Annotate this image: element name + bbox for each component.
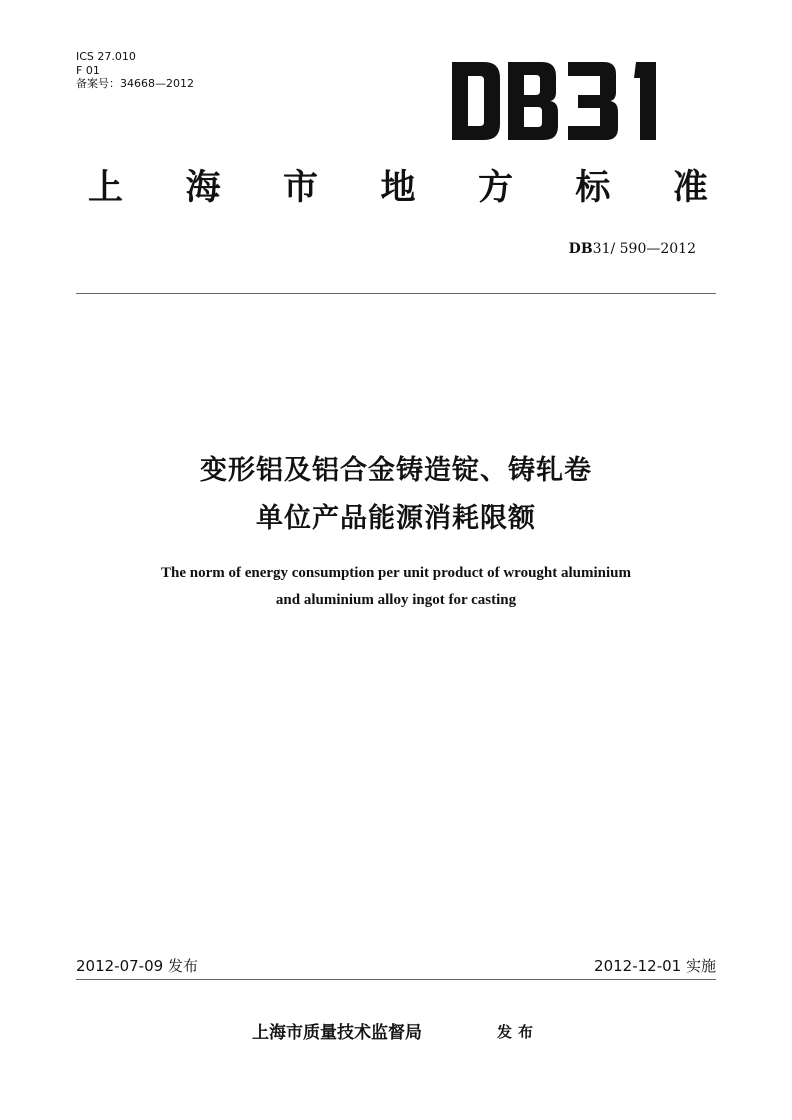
publisher-name: 上海市质量技术监督局 xyxy=(252,1023,422,1043)
standard-number-prefix: DB xyxy=(568,241,593,257)
english-title-line-1: The norm of energy consumption per unit product of wrought aluminium xyxy=(160,565,632,581)
standard-type-char: 地 xyxy=(380,168,416,208)
standard-type-title xyxy=(88,160,708,210)
ics-code: ICS 27.010 xyxy=(76,50,136,63)
standard-type-char: 标 xyxy=(575,168,611,208)
standard-type-char: 上 xyxy=(88,168,124,208)
filing-number: 备案号：34668—2012 xyxy=(76,77,194,90)
db31-logo xyxy=(450,62,670,140)
bottom-divider xyxy=(76,979,716,980)
publish-label: 发布 xyxy=(497,1023,540,1041)
top-divider xyxy=(76,293,716,294)
standard-type-char: 海 xyxy=(185,168,221,208)
standard-number xyxy=(569,241,696,257)
implementation-date: 2012-12-01 实施 xyxy=(594,957,716,975)
standard-number-rest: 31/ 590—2012 xyxy=(592,241,696,257)
classification-block xyxy=(76,50,194,91)
standard-type-char: 市 xyxy=(282,168,318,208)
standard-type-char: 准 xyxy=(672,168,708,208)
standard-type-char: 方 xyxy=(477,168,513,208)
english-title-line-2: and aluminium alloy ingot for casting xyxy=(275,592,517,608)
chinese-title-line-2: 单位产品能源消耗限额 xyxy=(256,503,536,534)
chinese-title-line-1: 变形铝及铝合金铸造锭、铸轧卷 xyxy=(200,455,592,486)
issue-date: 2012-07-09 发布 xyxy=(76,957,198,975)
ccs-code: F 01 xyxy=(76,63,100,77)
